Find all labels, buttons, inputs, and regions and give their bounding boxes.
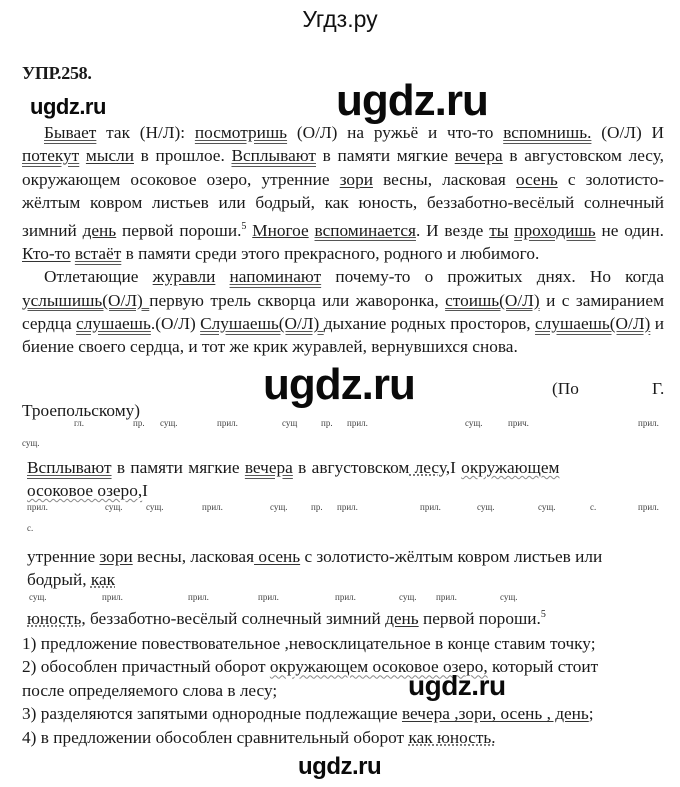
text-run: Отлетающие [44, 267, 153, 287]
pos-label: сущ. [29, 592, 47, 602]
text-run: с золотисто-жёлтым ковром листьев или [300, 547, 603, 566]
pos-label: пр. [321, 418, 333, 428]
text-run: бодрый, [27, 570, 91, 589]
text-run: в августовском лесу, окружающем осоковое озеро, утренние [22, 146, 664, 189]
underlined-word: осень [254, 547, 301, 566]
watermark: ugdz.ru [298, 753, 382, 780]
pos-label: прил. [335, 592, 356, 602]
text-run: в августовском [292, 458, 410, 477]
underlined-word: зори [339, 169, 373, 189]
text-run: который стоит [487, 657, 599, 677]
underlined-word: как юность. [408, 727, 496, 747]
underlined-word: осень [515, 169, 558, 189]
site-title: Угдз.ру [302, 6, 378, 32]
text-run: в памяти мягкие [316, 146, 455, 166]
text-run: первую трель скворца или жаворонка, [149, 290, 446, 310]
main-text [22, 121, 664, 359]
pos-label: прич. [508, 418, 529, 428]
underlined-word: Всплывают [27, 458, 112, 477]
conclusion-item [22, 702, 672, 725]
pos-label: сущ. [477, 502, 495, 512]
conclusions-list [22, 632, 672, 749]
text-run: (О/Л) И [591, 123, 664, 142]
underlined-word: Кто-то [22, 243, 71, 263]
pos-label: сущ. [270, 502, 288, 512]
attribution-part-1: (По [552, 379, 579, 398]
watermark: ugdz.ru [263, 360, 415, 409]
underlined-word: Многое [252, 220, 309, 240]
text-run: . И везде [415, 220, 490, 240]
text-run: дыхание родных просторов, [323, 314, 536, 334]
pos-label: сущ. [146, 502, 164, 512]
text-run: после определяемого слова в лесу; [22, 680, 278, 700]
underlined-word: ты [489, 220, 509, 240]
underlined-word: слушаешь(О/Л) [535, 314, 651, 334]
underlined-word: день [385, 609, 419, 628]
text-run: в прошлое. [134, 146, 232, 166]
sentence-line-4 [27, 570, 115, 590]
pos-label: прил. [638, 418, 659, 428]
underlined-word: мысли [85, 146, 134, 166]
underlined-word: вспомнишь. [503, 123, 592, 142]
pos-label: сущ. [160, 418, 178, 428]
text-run: .(О/Л) [150, 314, 201, 334]
text-run: и биение своего сердца, и тот же крик журавлей, вернувшихся снова. [22, 314, 664, 357]
text-run: 3) разделяются запятыми однородные подлежащие [22, 704, 402, 724]
pos-label: прил. [258, 592, 279, 602]
text-run: первой пороши. [418, 609, 541, 628]
attribution-part-2: Г. [652, 379, 665, 398]
text-run: первой пороши. [116, 220, 242, 240]
text-run: почему-то о прожитых днях. Но когда [321, 267, 664, 287]
underlined-word: проходишь [514, 220, 596, 240]
conclusion-item [22, 679, 672, 702]
pos-label: прил. [420, 502, 441, 512]
text-run: ,I [445, 458, 462, 477]
underlined-word: окружающем [461, 458, 560, 477]
pos-label: пр. [311, 502, 323, 512]
underlined-word: вечера [244, 458, 293, 477]
pos-label: прил. [337, 502, 358, 512]
underlined-word: вспоминается [314, 220, 416, 240]
attribution-part-3: Троепольскому) [22, 401, 141, 420]
text-run: с золотисто-жёлтым ковром листьев или бодрый, как юность, беззаботно-весёлый солнечный зимний [22, 169, 664, 240]
text-run: беззаботно-весёлый солнечный зимний [85, 609, 386, 628]
underlined-word: как [90, 570, 116, 589]
sentence-line-1 [27, 458, 559, 478]
pos-label: прил. [27, 502, 48, 512]
footnote-mark: 5 [241, 220, 247, 232]
pos-label: сущ. [538, 502, 556, 512]
watermark: ugdz.ru [30, 94, 106, 119]
pos-label: сущ. [465, 418, 483, 428]
footnote-mark: 5 [540, 609, 546, 621]
pos-label: гл. [74, 418, 84, 428]
text-run: в памяти среди этого прекрасного, родного и любимого. [121, 243, 540, 263]
sentence-line-3 [27, 547, 602, 567]
text-run: не один. [595, 220, 664, 240]
underlined-word: напоминают [229, 267, 322, 287]
underlined-word: потекут [22, 146, 80, 166]
watermark: ugdz.ru [408, 670, 506, 701]
text-run: так (Н/Л): [96, 123, 195, 142]
underlined-word: вечера [454, 146, 503, 166]
underlined-word: осоковое озеро, [27, 481, 143, 500]
text-run: ; [588, 704, 594, 724]
underlined-word: окружающем осоковое озеро, [269, 657, 488, 677]
pos-label: сущ. [500, 592, 518, 602]
exercise-title: УПР.258. [22, 63, 92, 83]
pos-label: сущ. [105, 502, 123, 512]
text-run: весны, ласковая [372, 169, 516, 189]
pos-label: прил. [202, 502, 223, 512]
pos-label: с. [590, 502, 597, 512]
conclusion-item [22, 655, 672, 678]
pos-label: с. [27, 523, 34, 533]
conclusion-item [22, 726, 672, 749]
underlined-word: Слушаешь(О/Л) [200, 314, 324, 334]
pos-row-1 [0, 418, 680, 430]
underlined-word: лесу [409, 458, 446, 477]
text-run: 2) обособлен причастный оборот [22, 657, 270, 677]
text-run: весны, ласковая [132, 547, 255, 566]
underlined-word: зори [99, 547, 133, 566]
pos-label: сущ. [22, 438, 40, 448]
pos-label: сущ [282, 418, 298, 428]
pos-label: прил. [188, 592, 209, 602]
pos-label: прил. [347, 418, 368, 428]
pos-label: прил. [102, 592, 123, 602]
pos-label: пр. [133, 418, 145, 428]
text-run: 4) в предложении обособлен сравнительный оборот [22, 727, 409, 747]
text-run: и с замиранием сердца [22, 290, 664, 334]
pos-label: прил. [638, 502, 659, 512]
underlined-word: Бывает [44, 123, 97, 142]
pos-label: прил. [217, 418, 238, 428]
pos-label: прил. [436, 592, 457, 602]
pos-row-2 [0, 502, 680, 514]
pos-label: сущ. [399, 592, 417, 602]
sentence-line-5 [27, 609, 546, 629]
text-run: утренние [27, 547, 100, 566]
underlined-word: стоишь(О/Л) [445, 290, 540, 310]
text-run: (О/Л) на ружьё и что-то [287, 123, 504, 142]
sentence-line-2 [27, 481, 148, 501]
text-run [215, 267, 229, 286]
underlined-word: журавли [152, 267, 216, 287]
underlined-word: Всплывают [231, 146, 316, 166]
paragraph-2 [22, 265, 664, 359]
underlined-word: встаёт [74, 243, 122, 263]
underlined-word: юность, [27, 609, 86, 628]
underlined-word: посмотришь [194, 123, 288, 142]
underlined-word: день [82, 220, 117, 240]
text-run: 1) предложение повествовательное ,невосклицательное в конце ставим точку; [22, 634, 596, 653]
paragraph-1 [22, 121, 664, 265]
watermark: ugdz.ru [336, 76, 488, 125]
text-run: I [142, 481, 148, 500]
text-run [79, 146, 86, 165]
underlined-word: слушаешь [76, 314, 151, 334]
pos-row-3 [0, 592, 680, 604]
underlined-word: вечера ,зори, осень , день [401, 704, 589, 724]
text-run: в памяти мягкие [111, 458, 245, 477]
conclusion-item [22, 632, 672, 655]
underlined-word: услышишь(О/Л) [22, 290, 150, 310]
